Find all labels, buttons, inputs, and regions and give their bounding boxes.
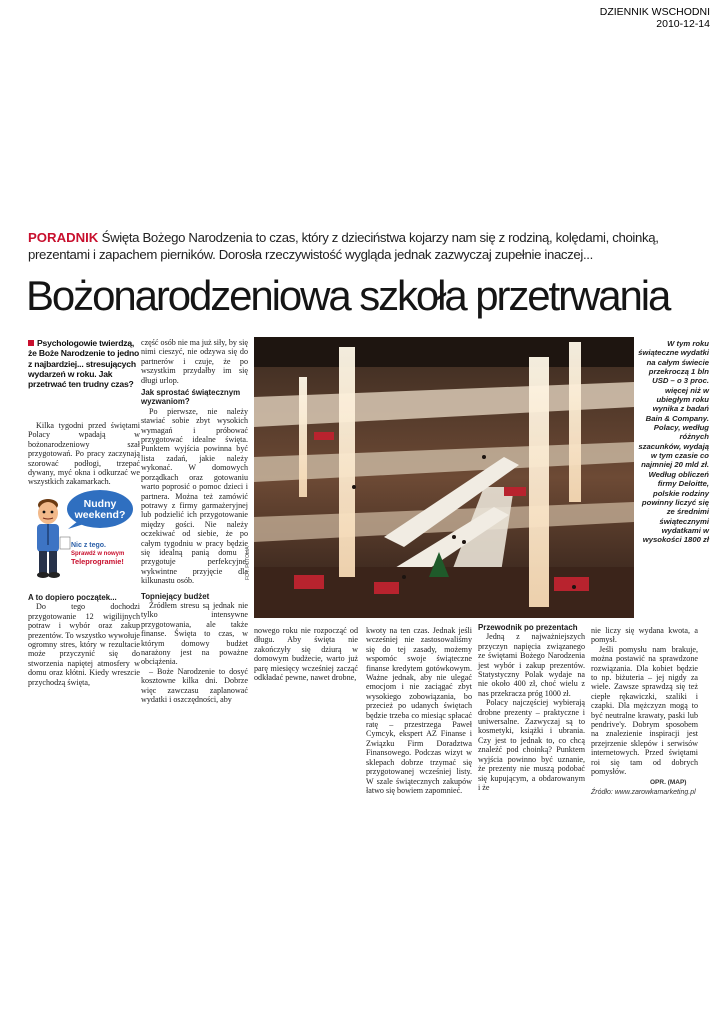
cartoon-tagline-1: Nic z tego. bbox=[71, 542, 107, 549]
headline: Bożonarodzeniowa szkoła przetrwania bbox=[26, 272, 670, 319]
cartoon-tagline-3: Teleprogramie! bbox=[71, 557, 124, 566]
column-4 bbox=[366, 626, 472, 795]
column-1-body bbox=[28, 590, 140, 687]
paragraph: Do tego dochodzi przygotowanie 12 wigilijnych potraw i wybór oraz zakup prezentów. To wszystko wywołuje ogromny stres, który w rezultacie może przyczynić się do stworzenia napiętej atmosfery w domu oraz kłótni. Kiedy wreszcie przychodzą święta, bbox=[28, 602, 140, 687]
source-line: Źródło: www.zarowkamarketing.pl bbox=[591, 789, 696, 796]
square-bullet-icon bbox=[28, 340, 34, 346]
subheading: A to dopiero początek... bbox=[28, 593, 117, 602]
paragraph: Kilka tygodni przed świętami Polacy wpadają w bożonarodzeniowy szał przygotowań. Po pracy zaczynają szorować podłogi, trzepać dywany, myć okna i odkurzać we wszystkich zakamarkach. bbox=[28, 421, 140, 487]
column-6 bbox=[591, 626, 698, 777]
bubble-line: Nudny bbox=[83, 498, 117, 510]
subheading: Jak sprostać świątecznym wyzwaniom? bbox=[141, 388, 241, 407]
paragraph: Polacy najczęściej wybierają drobne prezenty – praktyczne i uniwersalne. Zazwyczaj są to kosmetyki, książki i ubrania. Czy jest to jednak to, co chcą znaleźć pod choinką? Punktem wyjścia powinno być uznanie, że prezenty nie muszą podobać się kupującym, a obdarowanym i że bbox=[478, 698, 585, 792]
column-1-intro bbox=[28, 421, 140, 487]
subheading: Przewodnik po prezentach bbox=[478, 623, 578, 632]
author-signature: OPR. (MAP) bbox=[650, 779, 687, 786]
mall-interior-image bbox=[254, 337, 634, 618]
paragraph: Po pierwsze, nie należy stawiać sobie zbyt wysokich wymagań i próbować przygotować idealne święta. Punktem wyjścia powinna być lista zadań, jakie należy wykonać. W domowych porządkach oraz gotowaniu warto poprosić o pomoc dzieci i partnera. Można też zamówić potrawy z firmy garmażeryjnej lub podzielić ich przygotowanie między gości. Nie należy oczekiwać od siebie, że po całym tygodniu w pracy będzie się idealną panią domu i przygotuje perfekcyjne, wykwintne przyjęcie dla kilkunastu osób. bbox=[141, 406, 248, 586]
paragraph: kwoty na ten czas. Jednak jeśli wcześniej nie zastosowaliśmy się do tej zasady, możemy wspomóc swoje świąteczne finanse kredytem gotówkowym. Ważne jednak, aby nie ulegać emocjom i nie zaciągać zbyt wysokiego zobowiązania, bo przecież po udanych świętach będzie trzeba co miesiąc spłacać ratę – przestrzega Paweł Cymcyk, ekspert AZ Finanse i Związku Firm Doradztwa Finansowego. Podczas wizyt w sklepach dobrze trzymać się przygotowanej wcześniej listy. W szale świątecznych zakupów łatwo się bowiem zapomnieć. bbox=[366, 626, 472, 795]
subheading: Topniejący budżet bbox=[141, 591, 210, 601]
photo-credit: FOT. FOTOLIA bbox=[245, 546, 251, 580]
kicker: PORADNIK bbox=[28, 230, 99, 245]
column-5 bbox=[478, 623, 585, 792]
paragraph: Źródłem stresu są jednak nie tylko intensywne przygotowania, ale także finanse. Święta to czas, w którym domowy budżet narażony jest na poważne obciążenia. bbox=[141, 600, 248, 667]
paragraph: – Boże Narodzenie to dosyć kosztowne kilka dni. Dobrze więc zawczasu zaplanować wydatki i oszczędności, aby bbox=[141, 666, 248, 705]
lead-text: Święta Bożego Narodzenia to czas, który z dzieciństwa kojarzy nam się z rodziną, kolędami, choinką, prezentami i zapachem pierników. Dorosła rzeczywistość wygląda jednak zazwyczaj zupełnie inaczej... bbox=[28, 230, 659, 262]
cartoon-man-icon bbox=[37, 499, 70, 578]
paragraph: Jedną z najważniejszych przyczyn napięcia związanego ze świętami Bożego Narodzenia jest wybór i zakup prezentów. Statystyczny Polak wydaje na nie około 400 zł, choć wielu z nas przekracza próg 1000 zł. bbox=[478, 632, 585, 698]
deck-text: Psychologowie twierdzą, że Boże Narodzenie to jedno z najbardziej... stresujących wydarzeń w roku. Jak przetrwać ten trudny czas? bbox=[28, 338, 140, 390]
article-lead bbox=[28, 229, 700, 263]
mall-photo bbox=[254, 337, 634, 618]
photo-caption: W tym roku świąteczne wydatki na całym świecie przekroczą 1 bln USD – o 3 proc. więcej niż w ubiegłym roku wynika z badań Bain & Company. Polacy, według różnych szacunków, wydają w tym czasie co najmniej 20 mld zł. Według obliczeń firmy Deloitte, polskie rodziny powinny liczyć się ze średnimi świątecznymi wydatkami w wysokości 1800 zł bbox=[638, 339, 709, 545]
cartoon-ad bbox=[26, 485, 138, 585]
paragraph: nie liczy się wydana kwota, a pomysł. bbox=[591, 626, 698, 645]
bubble-line: weekend? bbox=[74, 509, 126, 521]
column-3 bbox=[254, 626, 358, 682]
paragraph: Jeśli pomysłu nam brakuje, można postawić na sprawdzone rozwiązania. Dla kobiet będzie to np. biżuteria – jej nigdy za wiele. Zawsze sprawdzą się też ciepłe rękawiczki, szaliki i czapki. Dla mężczyzn mogą to być neutralne krawaty, paski lub pendrive'y. Dobrym sposobem na znalezienie inspiracji jest przejrzenie sklepów i serwisów internetowych. Przed świętami roi się tam od dobrych pomysłów. bbox=[591, 644, 698, 777]
column-2 bbox=[141, 338, 248, 704]
cartoon-tagline-2: Sprawdź w nowym bbox=[71, 551, 125, 557]
paragraph: nowego roku nie rozpocząć od długu. Aby święta nie zakończyły się dziurą w domowym budżecie, warto już parę miesięcy wcześniej zacząć odkładać pewne, nawet drobne, bbox=[254, 626, 358, 683]
deck bbox=[28, 338, 140, 389]
publication-name: DZIENNIK WSCHODNI bbox=[599, 6, 710, 18]
publication-date: 2010-12-14 bbox=[656, 18, 710, 30]
paragraph: część osób nie ma już siły, by się nimi cieszyć, nie odzywa się do partnerów i czuje, że po wszystkim przydałby im się długi urlop. bbox=[141, 338, 248, 385]
source-header bbox=[600, 6, 710, 30]
